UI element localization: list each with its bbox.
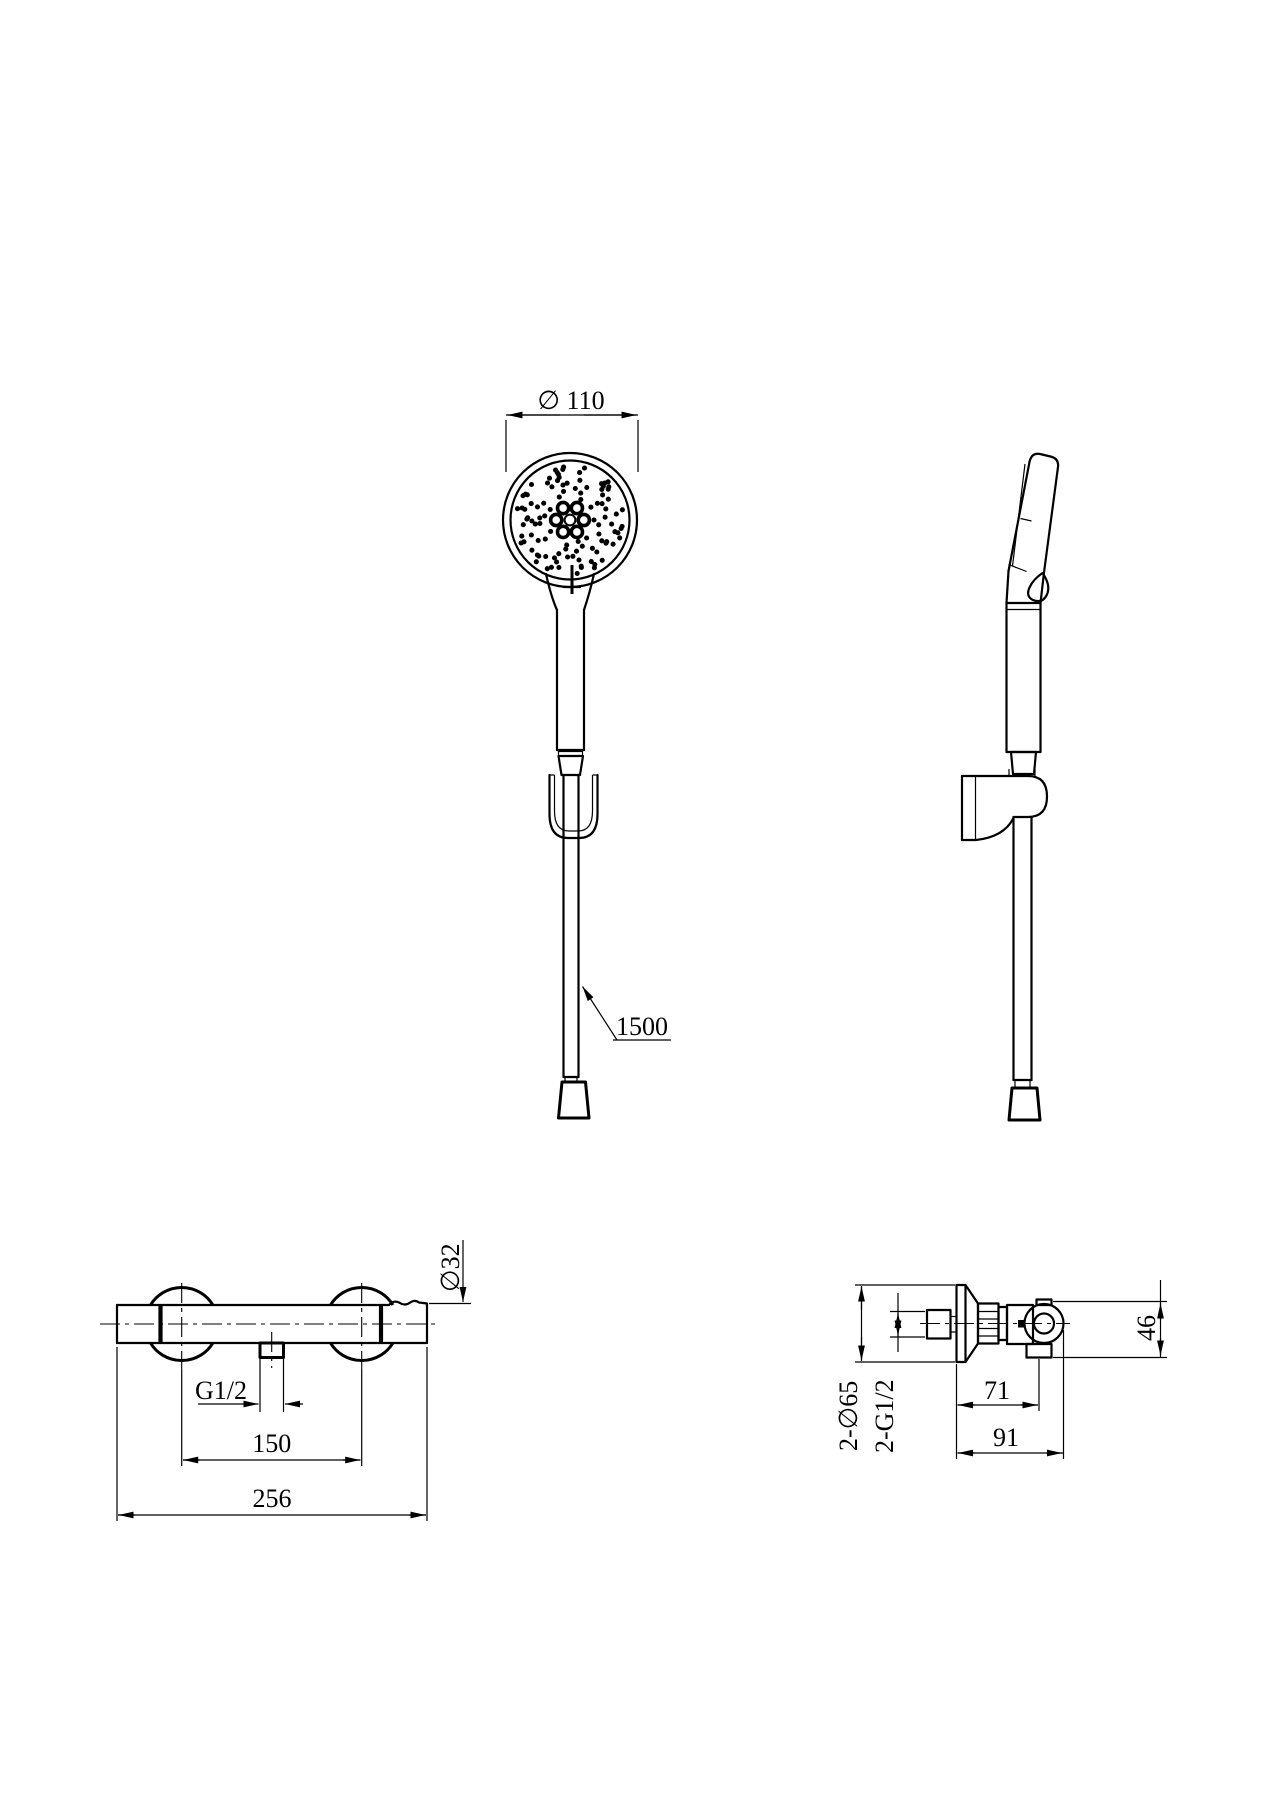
safety-button [1018,1320,1025,1328]
dim-rosette-diameter-label: 2-∅65 [834,1380,863,1451]
dim-center-distance-label: 150 [252,1429,292,1458]
dim-outlet-thread-label: G1/2 [195,1376,247,1405]
dim-body-height-label: 46 [1132,1315,1161,1341]
dim-bar-diameter-label: ∅32 [436,1243,465,1292]
dim-connection-thread-label: 2-G1/2 [870,1379,899,1453]
dim-hose-length-label: 1500 [616,1012,668,1041]
dim-overall-width-label: 256 [252,1484,292,1513]
dim-outlet-offset-label: 71 [984,1376,1010,1405]
spray-center-cluster [551,502,590,537]
dim-head-diameter-label: ∅ 110 [537,386,605,415]
dim-overall-depth-label: 91 [993,1423,1019,1452]
